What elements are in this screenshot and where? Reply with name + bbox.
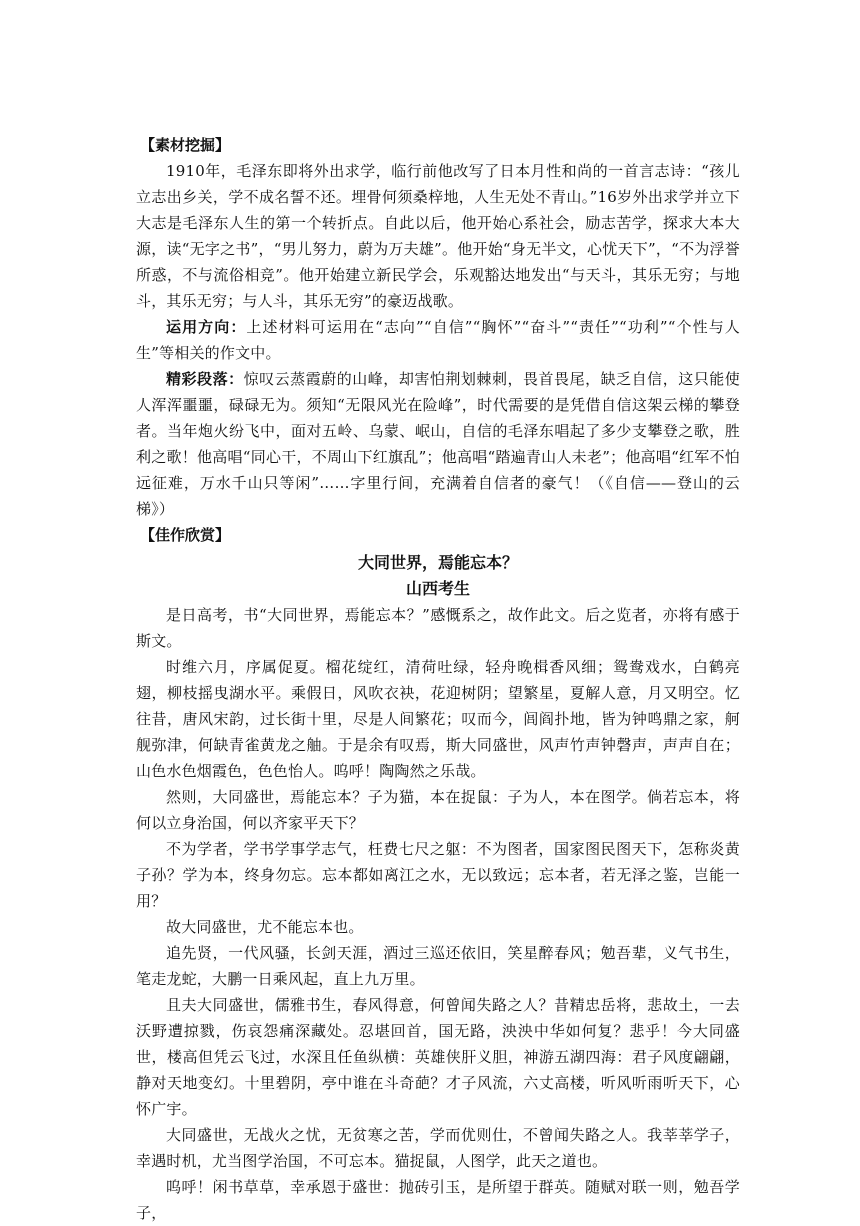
usage-label: 运用方向：: [166, 318, 247, 336]
essay-paragraph: 然则，大同盛世，焉能忘本？子为猫，本在捉鼠：子为人，本在图学。倘若忘本，将何以立身治国，何以齐家平天下？: [136, 788, 740, 832]
material-mining-heading: 【素材挖掘】: [140, 136, 231, 154]
essay-paragraph: 大同盛世，无战火之忧，无贫寒之苦，学而优则仕，不曾闻失路之人。我莘莘学子，幸遇时机，尤当图学治国，不可忘本。猫捉鼠，人图学，此天之道也。: [136, 1126, 740, 1170]
essay-paragraph: 是日高考，书“大同世界，焉能忘本？”感慨系之，故作此文。后之览者，亦将有感于斯文。: [136, 606, 740, 650]
essay-paragraph: 时维六月，序属促夏。榴花绽红，清荷吐绿，轻舟晚楫香风细；鸳鸯戏水，白鹤亮翅，柳枝摇曳湖水平。乘假日，风吹衣袂，花迎树阴；望繁星，夏解人意，月又明空。忆往昔，唐风宋韵，过长街十里，尽是人间繁花；叹而今，闾阎扑地，皆为钟鸣鼎之家，舸舰弥津，何缺青雀黄龙之舳。于是余有叹焉，斯大同盛世，风声竹声钟磬声，声声自在；山色水色烟霞色，色色怡人。呜呼！陶陶然之乐哉。: [136, 658, 740, 780]
essay-paragraph: 呜呼！闲书草草，幸承恩于盛世：抛砖引玉，是所望于群英。随赋对联一则，勉吾学子，: [136, 1178, 740, 1222]
essay-paragraph: 不为学者，学书学事学志气，枉费七尺之躯：不为图者，国家图民图天下，怎称炎黄子孙？学为本，终身勿忘。忘本都如离江之水，无以致远；忘本者，若无泽之鉴，岂能一用？: [136, 840, 740, 910]
essay-paragraph: 且夫大同盛世，儒雅书生，春风得意，何曾闻失路之人？昔精忠岳将，悲故土，一去沃野遭掠戮，伤哀怨痛深藏处。忍堪回首，国无路，泱泱中华如何复？悲乎！今大同盛世，楼高但凭云飞过，水深且任鱼纵横：英雄侠肝义胆，神游五湖四海：君子风度翩翩，静对天地变幻。十里碧阴，亭中谁在斗奇葩？才子风流，六丈高楼，听风听雨听天下，心怀广宇。: [136, 996, 740, 1118]
excerpt-paragraph: [136, 366, 740, 522]
usage-text: 上述材料可运用在“志向”“自信”“胸怀”“奋斗”“责任”“功利”“个性与人生”等相关的作文中。: [136, 318, 740, 362]
excellent-works-heading: 【佳作欣赏】: [140, 526, 231, 544]
material-paragraph: 1910年，毛泽东即将外出求学，临行前他改写了日本月性和尚的一首言志诗：“孩儿立志出乡关，学不成名誓不还。埋骨何须桑梓地，人生无处不青山。”16岁外出求学并立下大志是毛泽东人生的第一个转折点。自此以后，他开始心系社会，励志苦学，探求大本大源，读“无字之书”，“男儿努力，蔚为万夫雄”。他开始“身无半文，心忧天下”，“不为浮誉所惑，不与流俗相竞”。他开始建立新民学会，乐观豁达地发出“与天斗，其乐无穷；与地斗，其乐无穷；与人斗，其乐无穷”的豪迈战歌。: [136, 162, 740, 310]
essay-author: 山西考生: [405, 579, 470, 598]
usage-paragraph: [136, 314, 740, 366]
essay-paragraph: 故大同盛世，尤不能忘本也。: [166, 918, 364, 936]
excerpt-text: 惊叹云蒸霞蔚的山峰，却害怕荆划棘刺，畏首畏尾，缺乏自信，这只能使人浑浑噩噩，碌碌无为。须知“无限风光在险峰”，时代需要的是凭借自信这架云梯的攀登者。当年炮火纷飞中，面对五岭、乌蒙、岷山，自信的毛泽东唱起了多少支攀登之歌，胜利之歌！他高唱“同心干，不周山下红旗乱”；他高唱“踏遍青山人未老”；他高唱“红军不怕远征难，万水千山只等闲”……字里行间，充满着自信者的豪气！（《自信——登山的云梯》）: [136, 370, 740, 518]
excerpt-label: 精彩段落：: [166, 370, 244, 388]
essay-title: 大同世界，焉能忘本？: [357, 553, 518, 572]
essay-paragraph: 追先贤，一代风骚，长剑天涯，酒过三巡还依旧，笑星醉春风；勉吾辈，义气书生，笔走龙蛇，大鹏一日乘风起，直上九万里。: [136, 944, 740, 988]
